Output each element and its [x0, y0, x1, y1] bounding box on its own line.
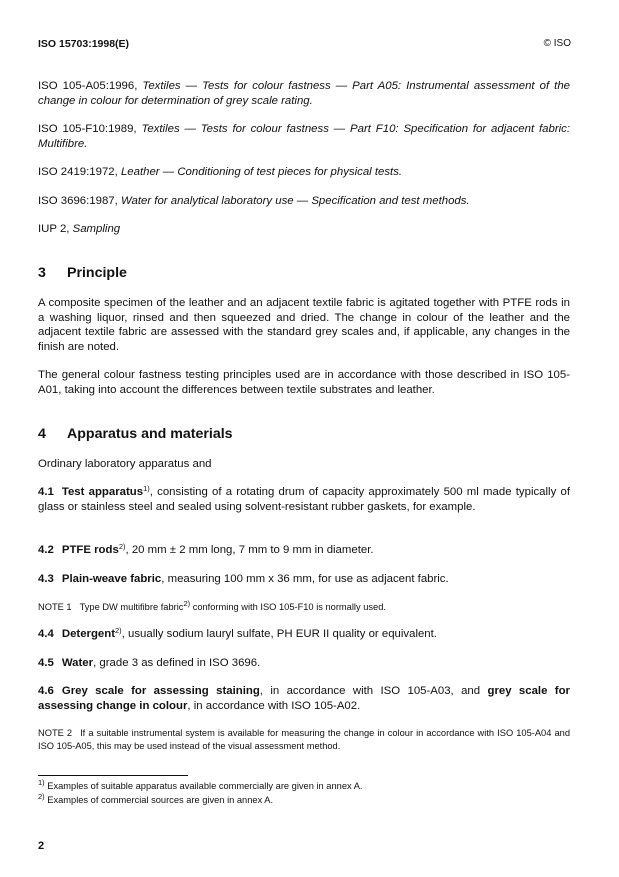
page-number: 2: [38, 840, 45, 852]
clause-4-1: 4.1 Test apparatus$^{1)}$, consisting of a rotating drum of capacity approximately 500 ml made typically of glass or stainless steel and sealed using solvent-resistant rubber gaskets, for example.: [38, 484, 570, 513]
clause-4-4: 4.4 Detergent$^{2)}$, usually sodium lauryl sulfate, PH EUR II quality or equivalent.: [38, 626, 437, 640]
section-3-paragraph: The general colour fastness testing principles used are in accordance with those described in ISO 105-A01, taking into account the differences between textile substrates and leather.: [38, 369, 570, 396]
note-2: NOTE 2 If a suitable instrumental system is available for measuring the change in colour in accordance with ISO 105-A04 and ISO 105-A05, this may be used instead of the visual assessment method.: [38, 728, 570, 751]
clause-4-6: 4.6 Grey scale for assessing staining, in accordance with ISO 105-A03, and grey scale for assessing change in colour, in accordance with ISO 105-A02.: [38, 685, 570, 712]
reference-item: ISO 105-A05:1996, Textiles — Tests for colour fastness — Part A05: Instrumental assessment of the change in colour for determination of grey scale rating.: [38, 80, 570, 107]
footnote-rule: [38, 775, 188, 776]
section-3-paragraph: A composite specimen of the leather and an adjacent textile fabric is agitated together with PTFE rods in a washing liquor, rinsed and then squeezed and dried. The change in colour of the leather and the adjacent textile fabric are assessed with the standard grey scales and, if applicable, any changes in the finish are noted.: [38, 297, 570, 353]
header-copyright: © ISO: [543, 38, 571, 49]
header-standard: ISO 15703:1998(E): [38, 38, 130, 50]
clause-4-2: 4.2 PTFE rods$^{2)}$, 20 mm ± 2 mm long, 7 mm to 9 mm in diameter.: [38, 542, 374, 556]
section-4-heading: 4 Apparatus and materials: [38, 426, 233, 442]
clause-4-5: 4.5 Water, grade 3 as defined in ISO 3696.: [38, 657, 261, 669]
reference-item: ISO 105-F10:1989, Textiles — Tests for colour fastness — Part F10: Specification for adjacent fabric: Multifibre.: [38, 123, 571, 150]
footnote-2: $^{2)}$ Examples of commercial sources are given in annex A.: [38, 792, 274, 805]
section-3-heading: 3 Principle: [38, 265, 127, 281]
reference-item: ISO 2419:1972, Leather — Conditioning of test pieces for physical tests.: [38, 166, 403, 178]
clause-4-3: 4.3 Plain-weave fabric, measuring 100 mm x 36 mm, for use as adjacent fabric.: [38, 573, 449, 585]
note-1: NOTE 1 Type DW multifibre fabric$^{2)}$ conforming with ISO 105-F10 is normally used.: [38, 599, 386, 612]
footnote-1: $^{1)}$ Examples of suitable apparatus available commercially are given in annex A.: [38, 778, 363, 791]
reference-item: ISO 3696:1987, Water for analytical laboratory use — Specification and test methods.: [38, 195, 470, 207]
section-4-intro: Ordinary laboratory apparatus and: [38, 458, 212, 470]
reference-item: IUP 2, Sampling: [38, 223, 121, 235]
